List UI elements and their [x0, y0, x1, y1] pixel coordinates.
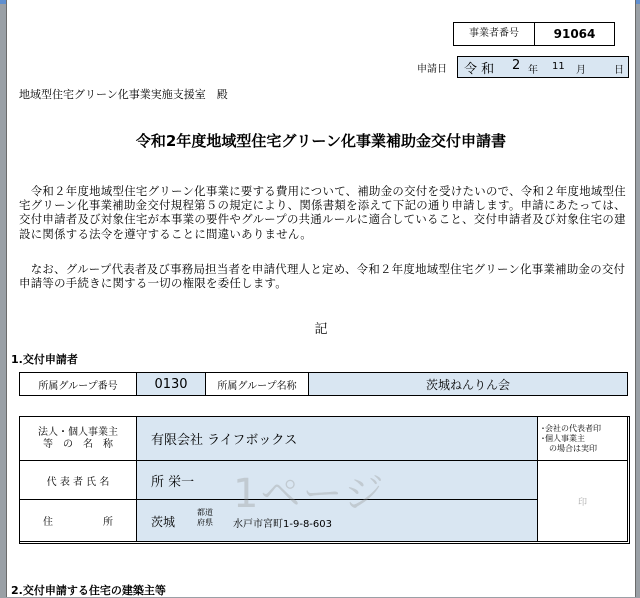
year-value[interactable]: 2: [512, 58, 521, 73]
prefecture-value[interactable]: 茨城: [151, 515, 176, 529]
month-value[interactable]: 11: [552, 61, 565, 72]
representative-label: 代 表 者 氏 名: [19, 460, 137, 500]
seal-mark: 印: [577, 497, 587, 508]
corp-name-value[interactable]: 有限会社 ライフボックス: [136, 416, 538, 461]
corp-name-label: 法人・個人事業主 等 の 名 称: [19, 416, 137, 461]
month-unit: 月: [576, 65, 586, 76]
page-watermark: 1ページ: [233, 471, 386, 517]
address-value[interactable]: 水戸市宮町1-9-8-603: [233, 519, 332, 530]
date-label: 申請日: [417, 64, 447, 75]
document-title: 令和2年度地域型住宅グリーン化事業補助金交付申請書: [135, 132, 507, 150]
representative-value[interactable]: 所 栄一: [136, 460, 538, 500]
date-field[interactable]: [457, 56, 629, 78]
body-paragraph-2: なお、グループ代表者及び事務局担当者を申請代理人と定め、令和２年度地域型住宅グリーン化事業補助金の交付申請等の手続きに関する一切の権限を委任します。: [19, 262, 626, 291]
group-no-label: 所属グループ番号: [19, 372, 137, 396]
body-paragraph-1: 令和２年度地域型住宅グリーン化事業に要する費用について、補助金の交付を受けたいので、令和２年度地域型住宅グリーン化事業補助金交付規程第５の規定により、関係書類を添えて下記の通り申請します。申請にあたっては、交付申請者及び対象住宅が本事業の要件やグループの共通ルールに適合していること、交付申請者及び対象住宅の建設に関係する法令を遵守することに間違いありません。: [19, 184, 627, 241]
business-number-box: [453, 22, 615, 46]
address-label: 住 所: [19, 499, 137, 542]
prefecture-unit: 都道 府県: [197, 508, 213, 527]
business-number-value[interactable]: 91064: [553, 27, 596, 41]
document-sheet: [6, 0, 636, 597]
year-unit: 年: [528, 65, 538, 76]
group-no-value[interactable]: 0130: [136, 372, 206, 396]
business-number-label: 事業者番号: [454, 23, 535, 45]
seal-note: ･会社の代表者印 ･個人事業主 の場合は実印: [537, 416, 628, 461]
group-name-value[interactable]: 茨城ねんりん会: [308, 372, 628, 396]
addressee: 地域型住宅グリーン化事業実施支援室 殿: [19, 88, 228, 101]
seal-area: [537, 460, 628, 542]
section1-heading: 1.交付申請者: [11, 353, 78, 366]
day-unit: 日: [614, 65, 624, 76]
section2-heading: 2.交付申請する住宅の建築主等: [11, 584, 166, 597]
ki-label: 記: [314, 322, 328, 337]
group-name-label: 所属グループ名称: [205, 372, 309, 396]
era: 令 和: [464, 62, 495, 77]
